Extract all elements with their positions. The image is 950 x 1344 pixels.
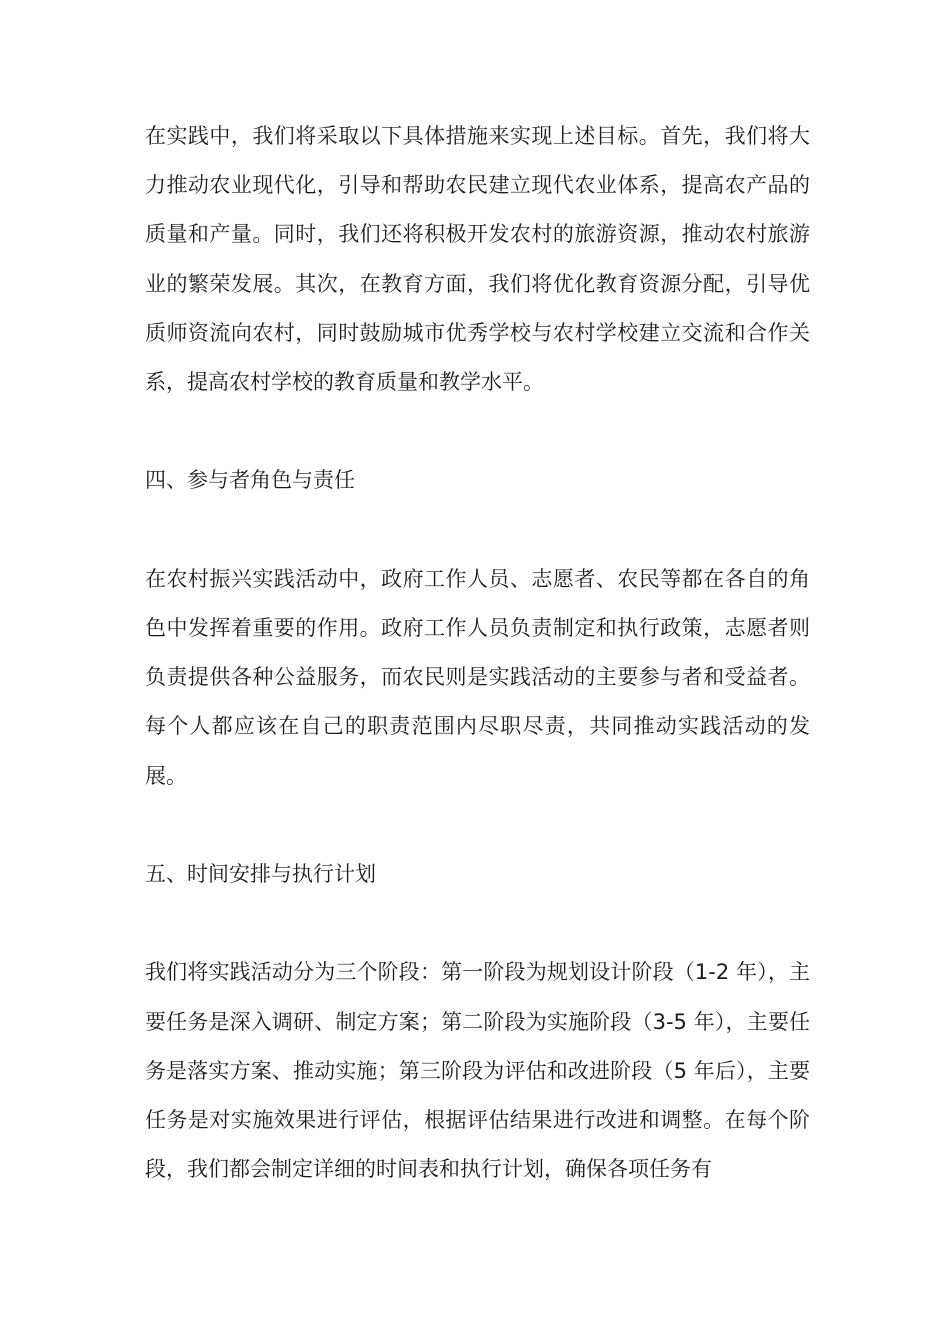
paragraph-schedule-plan: 我们将实践活动分为三个阶段：第一阶段为规划设计阶段（1-2 年），主要任务是深入调研、制定方案；第二阶段为实施阶段（3-5 年），主要任务是落实方案、推动实施；第三阶段为评估和改进阶段（5 年后），主要任务是对实施效果进行评估，根据评估结果进行改进和调整。在每个阶段，我们都会制定详细的时间表和执行计划，确保各项任务有 [145, 960, 810, 1182]
paragraph-spacer [145, 899, 810, 948]
paragraph-spacer [145, 506, 810, 555]
document-body [145, 112, 810, 1194]
section-heading-schedule: 五、时间安排与执行计划 [145, 862, 376, 886]
paragraph-participant-roles: 在农村振兴实践活动中，政府工作人员、志愿者、农民等都在各自的角色中发挥着重要的作用。政府工作人员负责制定和执行政策，志愿者则负责提供各种公益服务，而农民则是实践活动的主要参与者和受益者。每个人都应该在自己的职责范围内尽职尽责，共同推动实践活动的发展。 [145, 566, 810, 788]
section-heading-participants: 四、参与者角色与责任 [145, 468, 355, 493]
paragraph-spacer [145, 801, 810, 850]
paragraph-spacer [145, 407, 810, 456]
paragraph-practice-measures: 在实践中，我们将采取以下具体措施来实现上述目标。首先，我们将大力推动农业现代化，引导和帮助农民建立现代农业体系，提高农产品的质量和产量。同时，我们还将积极开发农村的旅游资源，推动农村旅游业的繁荣发展。其次，在教育方面，我们将优化教育资源分配，引导优质师资流向农村，同时鼓励城市优秀学校与农村学校建立交流和合作关系，提高农村学校的教育质量和教学水平。 [145, 124, 810, 395]
